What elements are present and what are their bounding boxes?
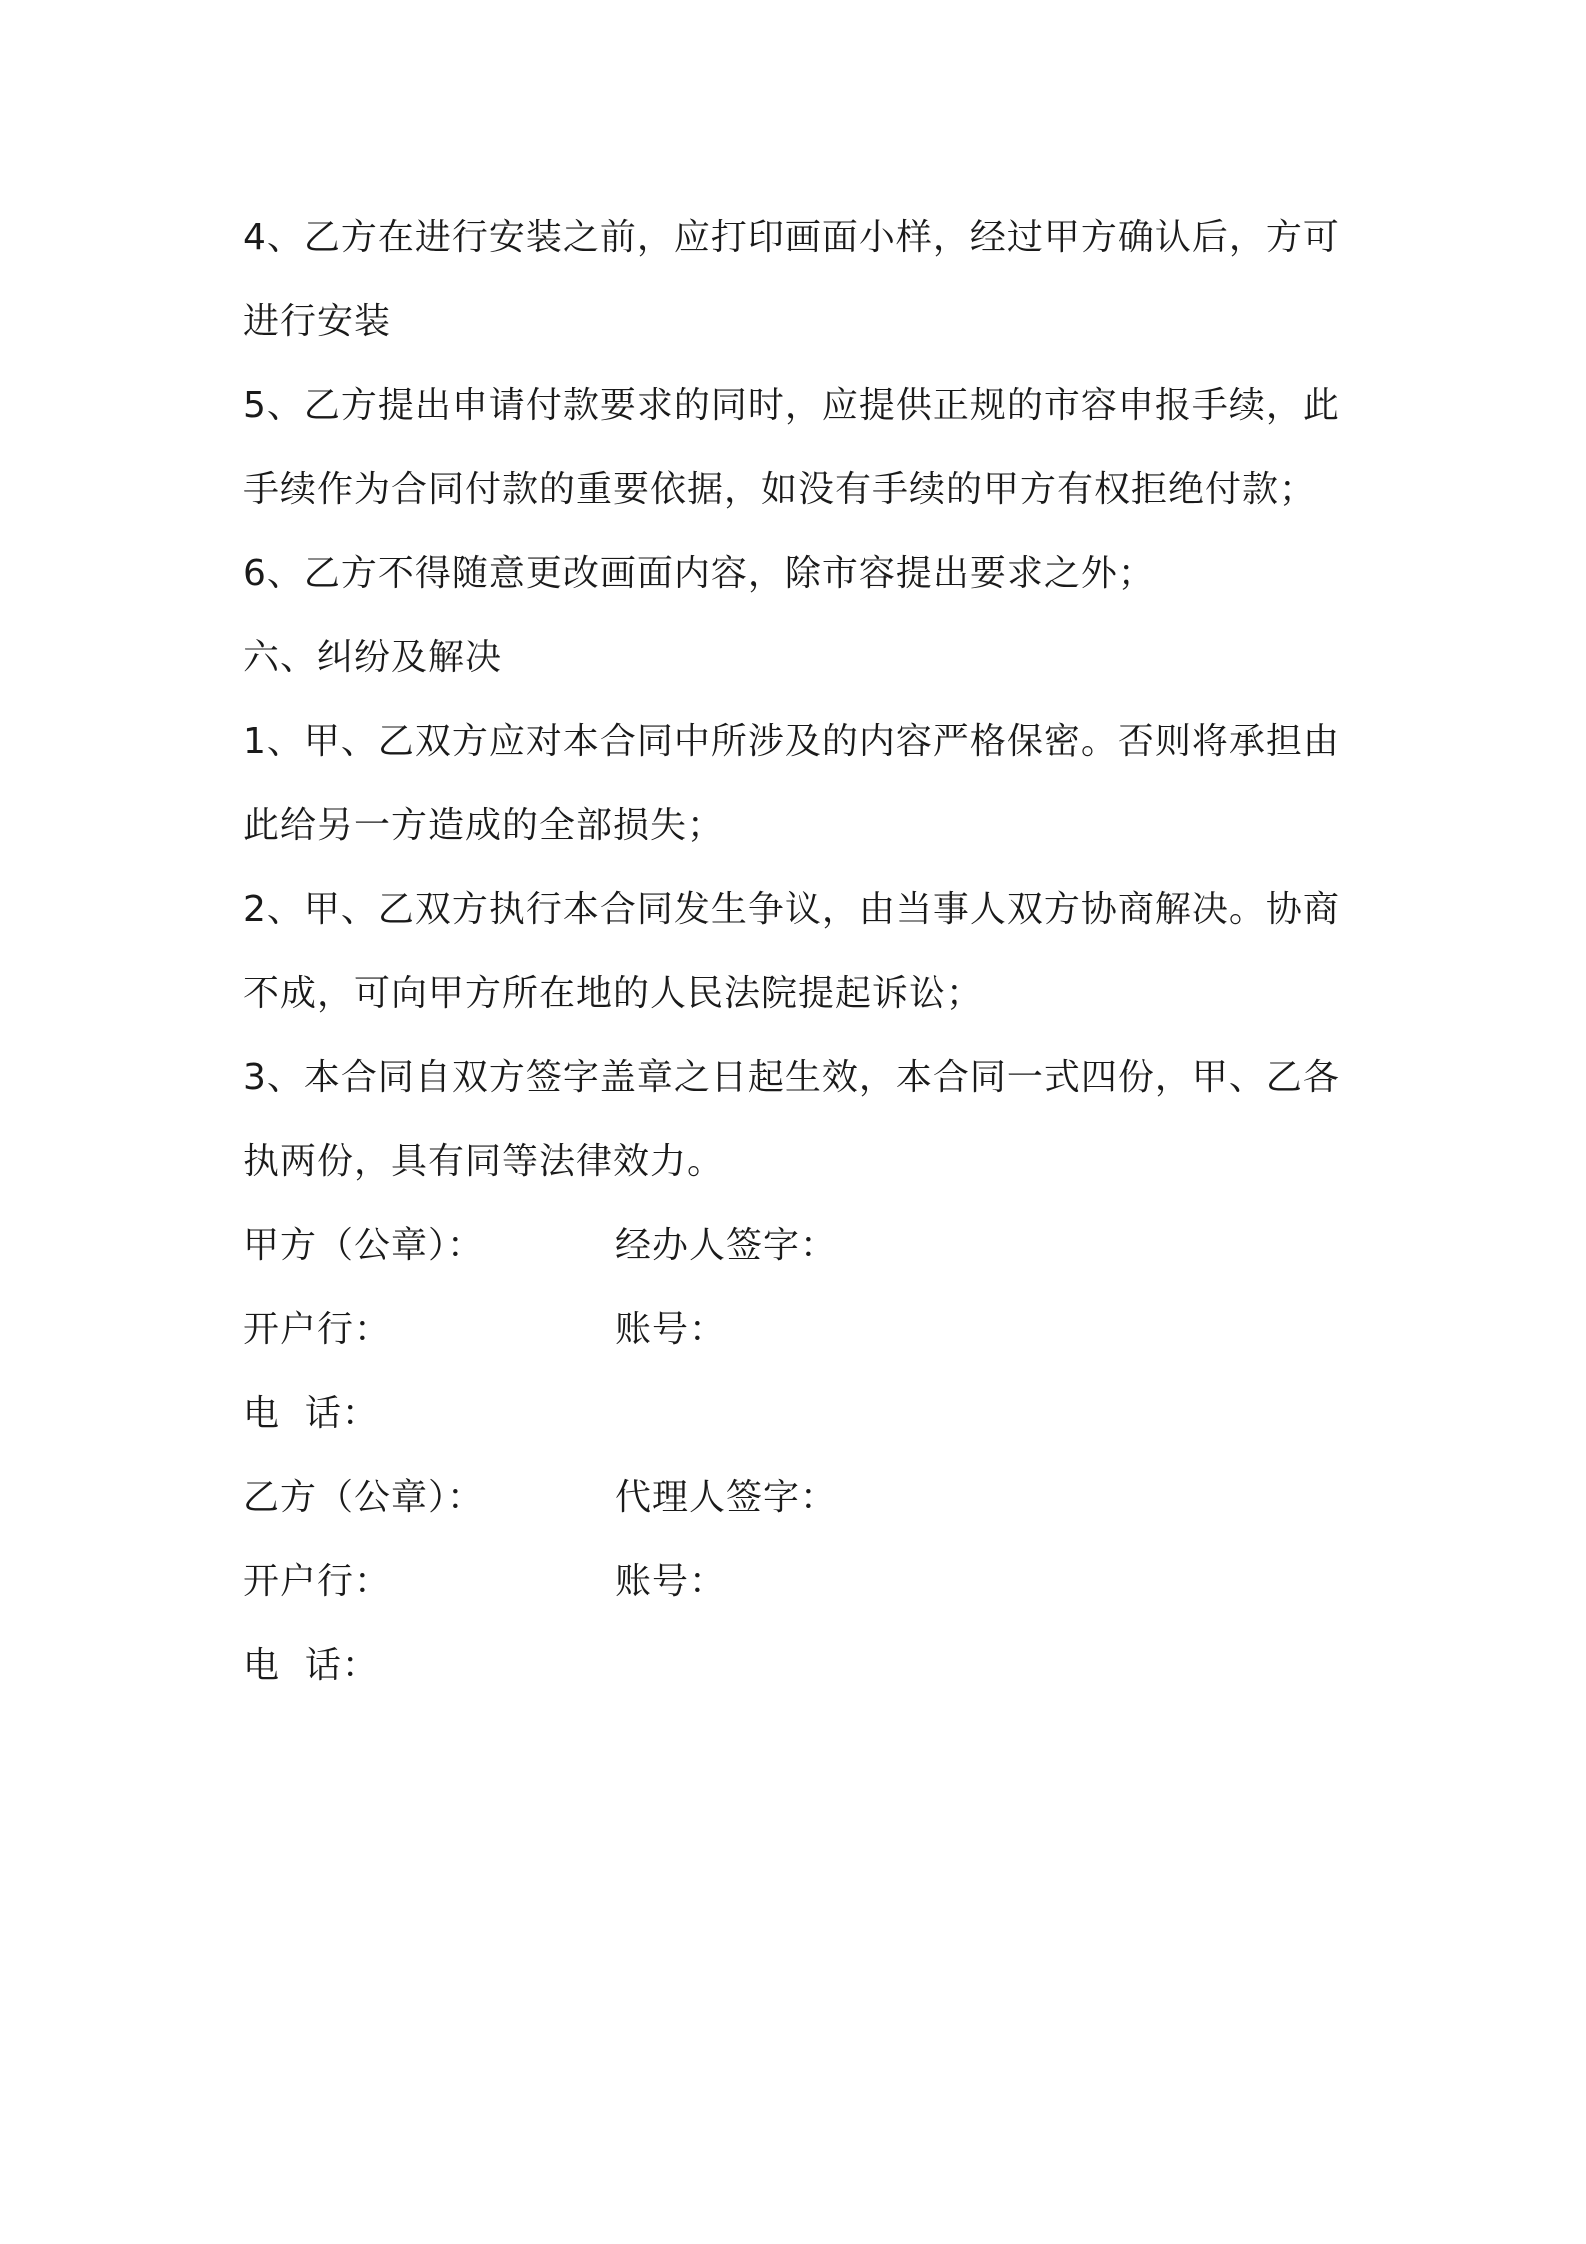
clause-5-line-1: 5、乙方提出申请付款要求的同时，应提供正规的市容申报手续，此 (243, 385, 1340, 426)
party-a-seal-label: 甲方（公章）： (243, 1225, 485, 1266)
party-a-signer-label: 经办人签字： (615, 1225, 838, 1266)
party-b-phone-label: 电 话： (243, 1645, 379, 1686)
dispute-item-3-line-1: 3、本合同自双方签字盖章之日起生效，本合同一式四份，甲、乙各 (243, 1057, 1340, 1098)
party-b-seal-label: 乙方（公章）： (243, 1477, 485, 1518)
party-a-phone-row (243, 1372, 1363, 1456)
dispute-item-2-line-2: 不成，可向甲方所在地的人民法院提起诉讼； (243, 973, 984, 1014)
clause-4-line-2: 进行安装 (243, 301, 392, 342)
party-a-account-label: 账号： (615, 1309, 727, 1350)
party-b-phone-row (243, 1624, 1363, 1708)
dispute-item-1-line-1: 1、甲、乙双方应对本合同中所涉及的内容严格保密。否则将承担由 (243, 721, 1340, 762)
document-body (243, 196, 1363, 1708)
party-b-seal-row (243, 1456, 1363, 1540)
party-a-phone-label: 电 话： (243, 1393, 379, 1434)
party-a-seal-row (243, 1204, 1363, 1288)
clause-6-line-1: 6、乙方不得随意更改画面内容，除市容提出要求之外； (243, 553, 1155, 594)
clause-4-line-1: 4、乙方在进行安装之前，应打印画面小样，经过甲方确认后，方可 (243, 217, 1340, 258)
dispute-item-1-line-2: 此给另一方造成的全部损失； (243, 805, 725, 846)
dispute-item-3-line-2: 执两份，具有同等法律效力。 (243, 1141, 725, 1182)
section-six-heading: 六、纠纷及解决 (243, 637, 503, 678)
party-b-bank-row (243, 1540, 1363, 1624)
party-a-bank-label: 开户行： (243, 1309, 392, 1350)
party-b-signer-label: 代理人签字： (615, 1477, 838, 1518)
party-b-bank-label: 开户行： (243, 1561, 392, 1602)
dispute-item-2-line-1: 2、甲、乙双方执行本合同发生争议，由当事人双方协商解决。协商 (243, 889, 1340, 930)
party-a-bank-row (243, 1288, 1363, 1372)
clause-5-line-2: 手续作为合同付款的重要依据，如没有手续的甲方有权拒绝付款； (243, 469, 1317, 510)
party-b-account-label: 账号： (615, 1561, 727, 1602)
